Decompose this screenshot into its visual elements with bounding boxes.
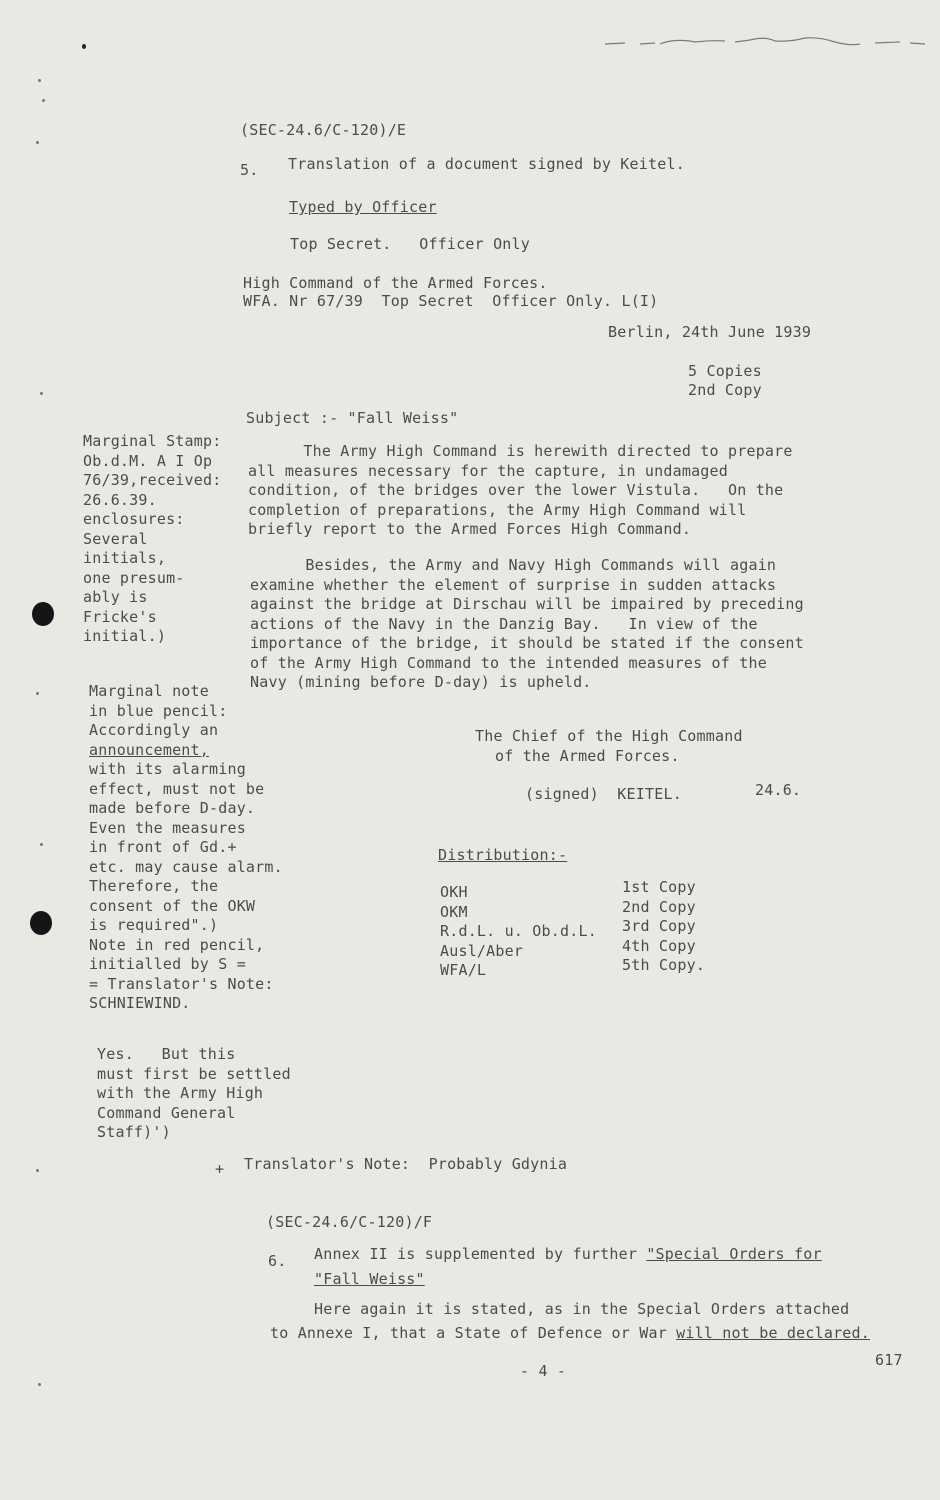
- subject-line: Subject :- "Fall Weiss": [246, 409, 459, 427]
- margin-line: 26.6.39.: [83, 490, 157, 509]
- body-line: The Army High Command is herewith directed to prepare: [248, 442, 793, 460]
- reference-number-top: (SEC-24.6/C-120)/E: [240, 121, 407, 139]
- item-6-text-underlined: "Special Orders for: [646, 1245, 822, 1263]
- margin-line: initials,: [83, 549, 167, 567]
- section-6-paragraph-underlined: will not be declared.: [676, 1324, 871, 1342]
- margin-line: SCHNIEWIND.: [89, 994, 191, 1012]
- signed-name: (signed) KEITEL.: [525, 785, 682, 803]
- margin-line: Even the measures: [89, 818, 246, 837]
- body-line: importance of the bridge, it should be stated if the consent: [250, 634, 804, 652]
- marginal-note: [89, 682, 283, 1014]
- margin-line: must first be settled: [97, 1064, 291, 1083]
- margin-line: one presum-: [83, 568, 185, 587]
- margin-line: Staff)'): [97, 1123, 171, 1141]
- recipient: WFA/L: [440, 961, 487, 979]
- section-6-paragraph-plain: to Annexe I, that a State of Defence or War: [270, 1324, 677, 1342]
- margin-line: is required".): [89, 916, 219, 934]
- copy-label: 3rd Copy: [622, 917, 696, 935]
- section-6-paragraph-line-1: Here again it is stated, as in the Special Orders attached: [314, 1300, 850, 1318]
- marginal-stamp: [83, 432, 221, 647]
- body-paragraph-2: [250, 556, 804, 693]
- margin-line: Fricke's: [83, 607, 157, 626]
- speck: [38, 1383, 41, 1386]
- marginal-reply: [97, 1045, 291, 1143]
- reference-number-section-6: (SEC-24.6/C-120)/F: [266, 1213, 433, 1231]
- body-paragraph-1: [248, 442, 793, 540]
- body-line: all measures necessary for the capture, in undamaged: [248, 461, 728, 480]
- recipient: R.d.L. u. Ob.d.L.: [440, 922, 597, 940]
- margin-line: = Translator's Note:: [89, 974, 274, 993]
- body-line: actions of the Navy in the Danzig Bay. In view of the: [250, 614, 758, 633]
- speck: [38, 79, 41, 82]
- copy-number: 2nd Copy: [688, 381, 762, 399]
- pen-scribble-mark: [600, 32, 930, 54]
- margin-line: initialled by S =: [89, 955, 246, 973]
- item-6-text-plain: Annex II is supplemented by further: [314, 1245, 647, 1263]
- distribution-heading: Distribution:-: [438, 846, 568, 864]
- margin-line: consent of the OKW: [89, 896, 256, 915]
- item-6-text-continued: "Fall Weiss": [314, 1270, 425, 1288]
- section-6-paragraph-line-2: [270, 1324, 870, 1343]
- copy-label: 4th Copy: [622, 936, 696, 955]
- speck: [82, 44, 86, 49]
- margin-line: in blue pencil:: [89, 701, 228, 720]
- item-5-title: Translation of a document signed by Keitel.: [288, 155, 685, 173]
- body-line: completion of preparations, the Army High Command will: [248, 500, 747, 519]
- signatory-title-1: The Chief of the High Command: [475, 727, 743, 745]
- margin-line: announcement,: [89, 740, 209, 759]
- margin-line: ably is: [83, 588, 148, 606]
- place-date-line: Berlin, 24th June 1939: [608, 323, 812, 341]
- body-line: briefly report to the Armed Forces High Command.: [248, 520, 692, 538]
- margin-line: initial.): [83, 627, 167, 645]
- body-line: of the Army High Command to the intended measures of the: [250, 653, 767, 672]
- body-line: Navy (mining before D-day) is upheld.: [250, 673, 592, 691]
- margin-line: Command General: [97, 1103, 236, 1122]
- punch-hole-lower: [30, 911, 52, 935]
- typed-by-line: Typed by Officer: [289, 198, 437, 216]
- margin-line: effect, must not be: [89, 779, 265, 798]
- footnote-marker: +: [215, 1160, 225, 1178]
- margin-line: Marginal note: [89, 682, 209, 700]
- margin-line: made before D-day.: [89, 799, 256, 817]
- copy-label: 1st Copy: [622, 878, 696, 896]
- margin-line: Note in red pencil,: [89, 935, 265, 954]
- copies-count: 5 Copies: [688, 362, 762, 380]
- recipient: Ausl/Aber: [440, 941, 524, 960]
- margin-line: with the Army High: [97, 1084, 264, 1102]
- distribution-copies: [622, 878, 705, 976]
- margin-line: etc. may cause alarm.: [89, 857, 283, 876]
- speck: [36, 1169, 39, 1172]
- margin-line: 76/39,received:: [83, 471, 222, 489]
- page-number: - 4 -: [520, 1362, 567, 1380]
- recipient: OKH: [440, 883, 468, 901]
- footnote-text: Translator's Note: Probably Gdynia: [244, 1155, 568, 1173]
- margin-line: in front of Gd.+: [89, 838, 237, 856]
- punch-hole-upper: [32, 602, 54, 626]
- item-6-text: [314, 1245, 822, 1264]
- speck: [36, 692, 39, 695]
- copy-label: 2nd Copy: [622, 897, 696, 916]
- item-number-5: 5.: [240, 161, 259, 179]
- copy-label: 5th Copy.: [622, 956, 706, 974]
- recipient: OKM: [440, 902, 468, 921]
- classification-line: Top Secret. Officer Only: [290, 235, 530, 253]
- margin-line: Yes. But this: [97, 1045, 236, 1063]
- margin-line: Accordingly an: [89, 721, 219, 739]
- body-line: Besides, the Army and Navy High Commands will again: [250, 556, 777, 574]
- margin-line: Several: [83, 529, 148, 548]
- margin-line: Ob.d.M. A I Op: [83, 451, 213, 470]
- speck: [40, 843, 43, 846]
- initial-date: 24.6.: [755, 781, 802, 799]
- item-number-6: 6.: [268, 1252, 287, 1270]
- signatory-title-2: of the Armed Forces.: [495, 747, 680, 765]
- margin-line: with its alarming: [89, 760, 246, 778]
- body-line: examine whether the element of surprise in sudden attacks: [250, 575, 777, 594]
- organization-line-2: WFA. Nr 67/39 Top Secret Officer Only. L(I): [243, 292, 659, 310]
- speck: [40, 392, 43, 395]
- margin-line: Marginal Stamp:: [83, 432, 222, 450]
- distribution-recipients: [440, 883, 597, 981]
- organization-line-1: High Command of the Armed Forces.: [243, 274, 548, 292]
- margin-line: Therefore, the: [89, 877, 219, 895]
- speck: [36, 141, 39, 144]
- margin-line: enclosures:: [83, 510, 185, 528]
- body-line: condition, of the bridges over the lower Vistula. On the: [248, 481, 784, 499]
- body-line: against the bridge at Dirschau will be impaired by preceding: [250, 595, 804, 613]
- folio-number: 617: [875, 1351, 903, 1369]
- speck: [42, 99, 45, 102]
